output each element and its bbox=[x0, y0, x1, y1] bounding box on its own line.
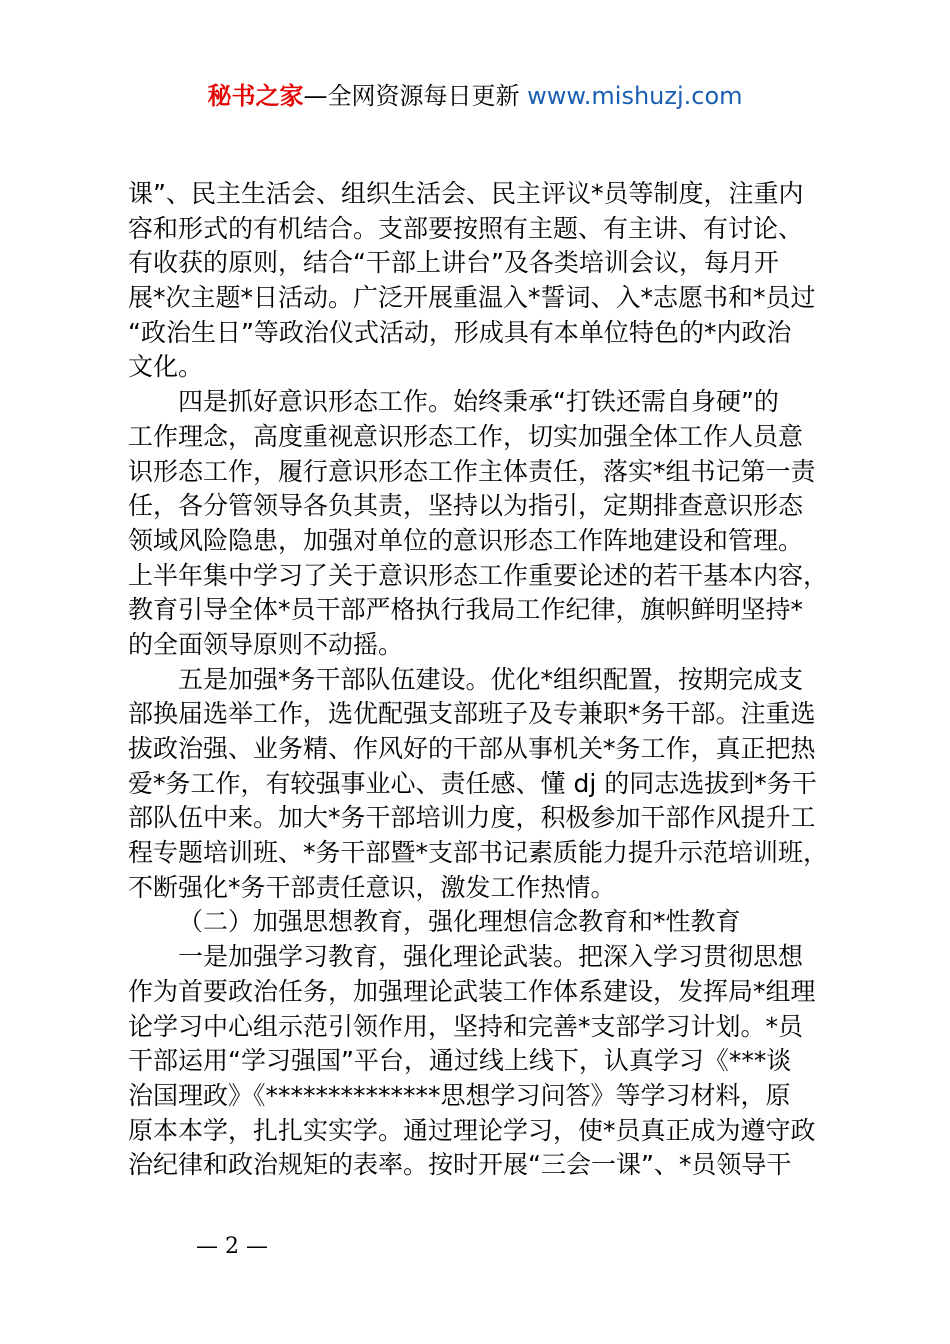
page-number: — 2 — bbox=[196, 1234, 268, 1259]
text-line: 不断强化*务干部责任意识，激发工作热情。 bbox=[128, 872, 616, 902]
text-line: 上半年集中学习了关于意识形态工作重要论述的若干基本内容， bbox=[128, 560, 829, 590]
text-line: 程专题培训班、*务干部暨*支部书记素质能力提升示范培训班， bbox=[128, 838, 829, 868]
text-line: 治纪律和政治规矩的表率。按时开展“三会一课”、*员领导干 bbox=[128, 1150, 792, 1180]
site-header bbox=[0, 80, 950, 112]
text-line: 工作理念，高度重视意识形态工作，切实加强全体工作人员意 bbox=[128, 421, 804, 451]
text-line: 原本本学，扎扎实实学。通过理论学习，使*员真正成为遵守政 bbox=[128, 1115, 816, 1145]
text-line: 作为首要政治任务，加强理论武装工作体系建设，发挥局*组理 bbox=[128, 976, 816, 1006]
site-tagline: —全网资源每日更新 bbox=[303, 82, 528, 110]
document-body bbox=[128, 177, 833, 1183]
text-line: 干部运用“学习强国”平台，通过线上线下，认真学习《***谈 bbox=[128, 1046, 792, 1076]
text-line: 的全面领导原则不动摇。 bbox=[128, 629, 404, 659]
text-line: 展*次主题*日活动。广泛开展重温入*誓词、入*志愿书和*员过 bbox=[128, 283, 816, 313]
text-line: 部队伍中来。加大*务干部培训力度，积极参加干部作风提升工 bbox=[128, 803, 816, 833]
text-line: 文化。 bbox=[128, 352, 204, 382]
paragraph-start-line: 四是抓好意识形态工作。始终秉承“打铁还需自身硬”的 bbox=[178, 387, 779, 417]
text-line: 领域风险隐患，加强对单位的意识形态工作阵地建设和管理。 bbox=[128, 525, 804, 555]
site-name: 秘书之家 bbox=[207, 82, 304, 110]
site-url-link[interactable]: www.mishuzj.com bbox=[527, 82, 743, 110]
text-line: 课”、民主生活会、组织生活会、民主评议*员等制度，注重内 bbox=[128, 179, 804, 208]
section-heading: （二）加强思想教育，强化理想信念教育和*性教育 bbox=[178, 907, 741, 937]
text-line: 任，各分管领导各负其责，坚持以为指引，定期排查意识形态 bbox=[128, 491, 804, 521]
paragraph-start-line: 一是加强学习教育，强化理论武装。把深入学习贯彻思想 bbox=[178, 942, 804, 972]
text-line: 爱*务工作，有较强事业心、责任感、懂 dj 的同志选拔到*务干 bbox=[128, 768, 817, 798]
text-line: 拔政治强、业务精、作风好的干部从事机关*务工作，真正把热 bbox=[128, 734, 816, 763]
text-line: 识形态工作，履行意识形态工作主体责任，落实*组书记第一责 bbox=[128, 456, 816, 486]
text-line: 容和形式的有机结合。支部要按照有主题、有主讲、有讨论、 bbox=[128, 213, 804, 243]
text-line: “政治生日”等政治仪式活动，形成具有本单位特色的*内政治 bbox=[128, 317, 792, 347]
text-line: 部换届选举工作，选优配强支部班子及专兼职*务干部。注重选 bbox=[128, 699, 816, 729]
text-line: 教育引导全体*员干部严格执行我局工作纪律，旗帜鲜明坚持* bbox=[128, 595, 804, 625]
text-line: 论学习中心组示范引领作用，坚持和完善*支部学习计划。*员 bbox=[128, 1011, 804, 1041]
paragraph-start-line: 五是加强*务干部队伍建设。优化*组织配置，按期完成支 bbox=[178, 664, 804, 694]
text-line: 治国理政》《**************思想学习问答》等学习材料，原 bbox=[128, 1080, 791, 1110]
text-line: 有收获的原则，结合“干部上讲台”及各类培训会议，每月开 bbox=[128, 248, 779, 278]
